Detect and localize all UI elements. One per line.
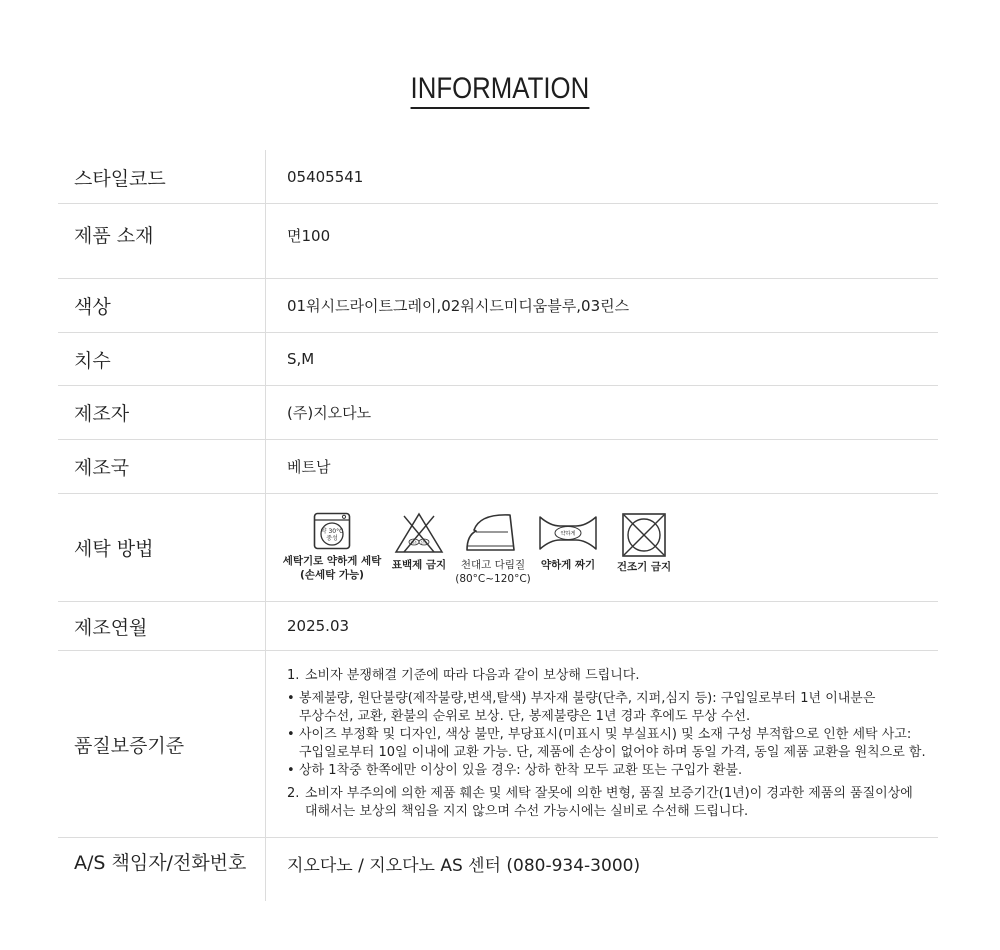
row-value: 2025.03 [287,617,350,635]
warranty-text [287,667,926,821]
row-label: 세탁 방법 [58,494,266,601]
washing-machine-icon [313,512,351,550]
bullet-line: 상하 1착중 한쪽에만 이상이 있을 경우: 상하 한착 모두 교환 또는 구입가 환불. [299,763,743,778]
row-label: A/S 책임자/전화번호 [58,838,266,901]
iron-icon [464,512,522,554]
wash-item [388,512,450,572]
row-value: 지오다노 / 지오다노 AS 센터 (080-934-3000) [287,856,641,876]
bullet-line: 무상수선, 교환, 환불의 순위로 보상. 단, 봉제불량은 1년 경과 후에도 무상 수선. [299,709,751,724]
row-value: 01워시드라이트그레이,02워시드미디움블루,03린스 [287,297,630,315]
caption-line: 천대고 다림질 [460,558,526,571]
row-label: 제조연월 [58,602,266,650]
wash-item [454,512,532,586]
caption-line: (손세탁 가능) [300,568,364,581]
gentle-wring-icon [538,512,598,554]
wash-caption [283,554,382,582]
warranty-item-2 [287,785,926,821]
caption-line: 약하게 짜기 [540,558,596,571]
row-label: 제조국 [58,440,266,493]
row-value: S,M [287,350,315,368]
bullet-line: 봉제불량, 원단불량(제작불량,변색,탈색) 부자재 불량(단추, 지퍼,심지 등): 구입일로부터 1년 이내분은 [299,691,876,706]
row-label: 품질보증기준 [58,651,266,837]
item-line: 소비자 부주의에 의한 제품 훼손 및 세탁 잘못에 의한 변형, 품질 보증기간(1년)이 경과한 제품의 품질이상에 [305,786,913,801]
row-label: 제조자 [58,386,266,439]
item-number: 1. [287,668,300,683]
warranty-item-1 [287,667,926,685]
row-country [58,440,938,494]
row-material [58,204,938,279]
wash-caption [392,558,446,572]
row-color [58,279,938,333]
caption-line: 세탁기로 약하게 세탁 [282,554,382,567]
wash-item [282,512,382,582]
warranty-bullet: • 상하 1착중 한쪽에만 이상이 있을 경우: 상하 한착 모두 교환 또는 구입가 환불. [287,763,743,778]
row-size [58,333,938,386]
row-washing [58,494,938,602]
wring-text: 약하게 [560,530,576,537]
info-table [58,150,938,901]
caption-line: 표백제 금지 [391,558,447,571]
row-value [266,494,938,601]
wash-temp-text: 약 30°C [320,527,344,535]
bullet-line: 사이즈 부정확 및 디자인, 색상 불만, 부당표시(미표시 및 부실표시) 및 소재 구성 부적합으로 인한 세탁 사고: [299,727,912,742]
warranty-bullet: • 사이즈 부정확 및 디자인, 색상 불만, 부당표시(미표시 및 부실표시) 및 소재 구성 부적합으로 인한 세탁 사고: 구입일로부터 10일 이내에 교환 가능. 단, 제품에 손상이 없어야 하며 동일 가격, 동일 제품 교환을 원칙으로 함. [287,727,926,760]
row-value: 면100 [287,227,331,245]
row-label: 색상 [58,279,266,332]
row-warranty [58,651,938,838]
wash-caption [455,558,531,586]
page-title-wrap [0,72,1000,109]
no-bleach-icon [394,512,444,554]
row-as-contact [58,838,938,901]
row-value [58,651,938,837]
item-line: 대해서는 보상의 책임을 지지 않으며 수선 가능시에는 실비로 수선해 드립니다. [305,804,749,819]
wash-item [536,512,600,572]
warranty-bullet: • 봉제불량, 원단불량(제작불량,변색,탈색) 부자재 불량(단추, 지퍼,심지 등): 구입일로부터 1년 이내분은 무상수선, 교환, 환불의 순위로 보상. 단, 봉제불량은 1년 경과 후에도 무상 수선. [287,691,876,724]
wash-icons [282,510,680,586]
row-value: (주)지오다노 [287,404,372,422]
wash-item [608,512,680,574]
item-text: 소비자 분쟁해결 기준에 따라 다음과 같이 보상해 드립니다. [305,668,640,683]
wash-caption [617,560,671,574]
wash-detergent-text: 중성 [326,534,338,542]
bleach-chlorine-text: 염소 [410,540,418,544]
row-maker [58,386,938,440]
caption-line: 건조기 금지 [616,560,672,573]
row-value: 05405541 [287,167,364,186]
row-manufacture-date [58,602,938,651]
row-style-code [58,150,938,204]
page-title: INFORMATION [411,72,590,109]
row-value: 베트남 [287,458,331,476]
row-label: 제품 소재 [58,204,266,278]
bleach-oxygen-text: 산소 [420,540,428,544]
caption-line: (80°C~120°C) [455,572,531,585]
bullet-line: 구입일로부터 10일 이내에 교환 가능. 단, 제품에 손상이 없어야 하며 동일 가격, 동일 제품 교환을 원칙으로 함. [299,745,926,760]
item-number: 2. [287,786,300,801]
wash-caption [541,558,595,572]
no-tumble-dry-icon [621,512,667,558]
row-label: 스타일코드 [58,150,266,203]
row-label: 치수 [58,333,266,385]
